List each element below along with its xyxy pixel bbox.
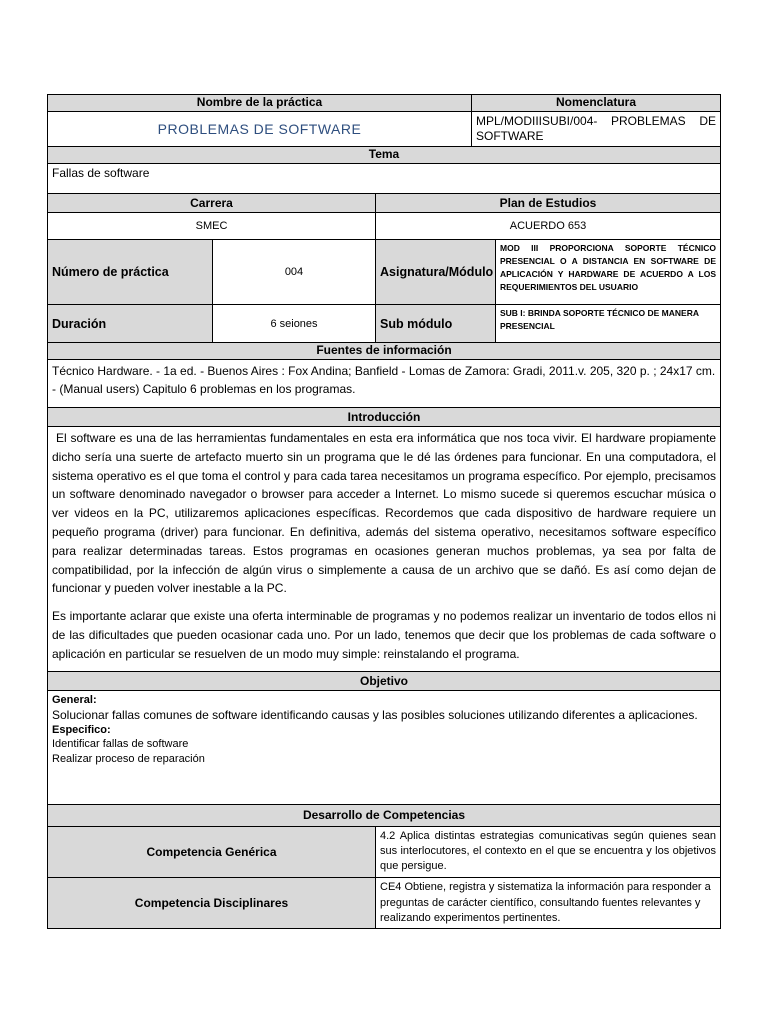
tema-header: Tema <box>47 146 721 164</box>
objetivo-general-label: General: <box>52 694 97 706</box>
competencia-generica-label: Competencia Genérica <box>47 826 376 878</box>
submodulo-value: SUB I: BRINDA SOPORTE TÉCNICO DE MANERA PRESENCIAL <box>495 304 721 343</box>
objetivo-body <box>47 690 721 805</box>
duracion-value: 6 seiones <box>212 304 376 343</box>
nombre-practica-header: Nombre de la práctica <box>47 94 472 112</box>
competencias-header: Desarrollo de Competencias <box>47 804 721 827</box>
plan-header: Plan de Estudios <box>375 193 721 213</box>
tema-value: Fallas de software <box>47 163 721 194</box>
objetivo-especifico-item: Realizar proceso de reparación <box>52 753 205 765</box>
introduccion-paragraph-2: Es importante aclarar que existe una oferta interminable de programas y no podemos realizar un inventario de todos ellos ni de las dificultades que pueden ocasionar cada uno. Por un lado, tenemos que decir que los problemas de cada software o aplicación en particular se resuelven de un modo muy simple: reinstalando el programa. <box>52 609 716 661</box>
objetivo-especifico-item: Identificar fallas de software <box>52 738 189 750</box>
objetivo-header: Objetivo <box>47 671 721 691</box>
fuentes-value: Técnico Hardware. - 1a ed. - Buenos Aires : Fox Andina; Banfield - Lomas de Zamora: Gradi, 2011.v. 205, 320 p. ; 24x17 cm. - (Manual users) Capitulo 6 problemas en los programas. <box>47 359 721 408</box>
asignatura-label: Asignatura/Módulo <box>375 239 496 305</box>
nomenclatura-header: Nomenclatura <box>471 94 721 112</box>
duracion-label: Duración <box>47 304 213 343</box>
asignatura-value: MOD III PROPORCIONA SOPORTE TÉCNICO PRESENCIAL O A DISTANCIA EN SOFTWARE DE APLICACIÓN Y HARDWARE DE ACUERDO A LOS REQUERIMIENTOS DEL USUARIO <box>495 239 721 305</box>
nomenclatura-value: MPL/MODIIISUBI/004- PROBLEMAS DE SOFTWARE <box>471 111 721 147</box>
objetivo-especifico-label: Especifico: <box>52 724 111 736</box>
competencia-generica-value: 4.2 Aplica distintas estrategias comunicativas según quienes sean sus interlocutores, el contexto en el que se encuentra y los objetivos que persigue. <box>375 826 721 878</box>
introduccion-header: Introducción <box>47 407 721 427</box>
submodulo-label: Sub módulo <box>375 304 496 343</box>
competencia-disciplinares-label: Competencia Disciplinares <box>47 877 376 929</box>
carrera-header: Carrera <box>47 193 376 213</box>
numero-practica-value: 004 <box>212 239 376 305</box>
introduccion-paragraph-1: El software es una de las herramientas fundamentales en esta era informática que nos toca vivir. El hardware propiamente dicho sería una suerte de artefacto muerto sin un programa que le dé las órdenes para funcionar. En una computadora, el sistema operativo es el que toma el control y para cada tarea necesitamos un programa específico. Por ejemplo, precisamos un software denominado navegador o browser para acceder a Internet. Lo mismo sucede si queremos escuchar música o ver videos en la PC, utilizaremos aplicaciones específicas. Recordemos que cada dispositivo de hardware requiere un pequeño programa (driver) para funcionar. En definitiva, además del sistema operativo, necesitamos software específico para realizar determinadas tareas. Estos programas en ocasiones generan muchos problemas, ya sea por falta de compatibilidad, por la infección de algún virus o simplemente a causa de un archivo que se dañó. Es así como dejan de funcionar y pueden volver inestable a la PC. <box>52 431 716 596</box>
objetivo-general-value: Solucionar fallas comunes de software identificando causas y las posibles soluciones utilizando diferentes a aplicaciones. <box>52 708 698 722</box>
plan-value: ACUERDO 653 <box>375 212 721 240</box>
carrera-value: SMEC <box>47 212 376 240</box>
introduccion-body <box>47 426 721 672</box>
fuentes-header: Fuentes de información <box>47 342 721 360</box>
competencia-disciplinares-value: CE4 Obtiene, registra y sistematiza la información para responder a preguntas de carácter científico, consultando fuentes relevantes y realizando experimentos pertinentes. <box>375 877 721 929</box>
numero-practica-label: Número de práctica <box>47 239 213 305</box>
practice-title: PROBLEMAS DE SOFTWARE <box>47 111 472 147</box>
